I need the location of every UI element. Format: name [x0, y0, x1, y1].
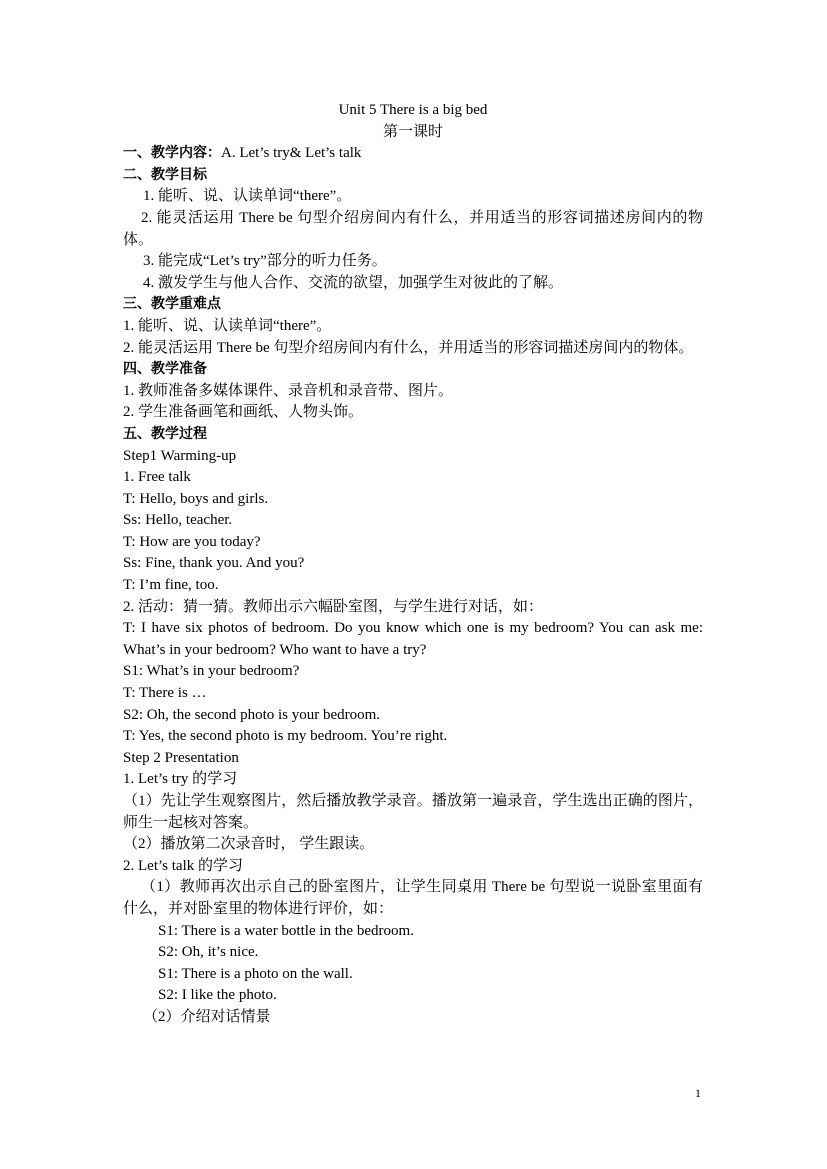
section-heading: 一、教学内容：: [123, 145, 221, 162]
dialog-line: S1: There is a photo on the wall.: [158, 965, 353, 982]
key-point-item: 2. 能灵活运用 There be 句型介绍房间内有什么，并用适当的形容词描述房间内的物体。: [123, 339, 694, 356]
section-heading: 二、教学目标: [123, 166, 207, 183]
goal-item: 1. 能听、说、认读单词“there”。: [143, 188, 352, 205]
dialog-line: T: I’m fine, too.: [123, 577, 219, 594]
document-page: [123, 100, 703, 1029]
dialog-line: T: Yes, the second photo is my bedroom. You’re right.: [123, 728, 448, 745]
section-text: A. Let’s try& Let’s talk: [221, 145, 362, 162]
sub-heading: 1. Free talk: [123, 469, 191, 486]
prep-item: 2. 学生准备画笔和画纸、人物头饰。: [123, 404, 364, 421]
goal-item: 3. 能完成“Let’s try”部分的听力任务。: [143, 253, 387, 270]
section-content: [123, 143, 703, 165]
step-heading: Step1 Warming-up: [123, 447, 237, 464]
section-heading: 五、教学过程: [123, 425, 207, 442]
instruction-text: （2）介绍对话情景: [143, 1008, 271, 1025]
dialog-line: S1: There is a water bottle in the bedroom.: [158, 922, 414, 939]
key-point-item: 1. 能听、说、认读单词“there”。: [123, 317, 332, 334]
section-heading: 三、教学重难点: [123, 296, 221, 313]
dialog-line: S2: Oh, the second photo is your bedroom.: [123, 706, 381, 723]
document-title: Unit 5 There is a big bed: [338, 102, 488, 118]
dialog-line: T: How are you today?: [123, 533, 261, 550]
instruction-text: （1）教师再次出示自己的卧室图片，让学生同桌用 There be 句型说一说卧室里面有什么，并对卧室里的物体进行评价，如：: [123, 879, 703, 917]
step-heading: Step 2 Presentation: [123, 749, 239, 766]
dialog-line: S2: I like the photo.: [158, 987, 277, 1004]
goal-item: 2. 能灵活运用 There be 句型介绍房间内有什么，并用适当的形容词描述房间内的物体。: [123, 209, 703, 248]
dialog-line: S1: What’s in your bedroom?: [123, 663, 300, 680]
sub-heading: 2. Let’s talk 的学习: [123, 857, 243, 874]
dialog-line: Ss: Fine, thank you. And you?: [123, 555, 305, 572]
instruction-text: （2）播放第二次录音时， 学生跟读。: [123, 836, 375, 853]
dialog-line: T: There is …: [123, 685, 207, 702]
page-number: 1: [695, 1086, 701, 1100]
goal-item: 4. 激发学生与他人合作、交流的欲望，加强学生对彼此的了解。: [143, 274, 564, 291]
dialog-line: Ss: Hello, teacher.: [123, 512, 233, 529]
dialog-line: S2: Oh, it’s nice.: [158, 944, 259, 961]
activity-text: 2. 活动：猜一猜。教师出示六幅卧室图，与学生进行对话，如：: [123, 598, 544, 615]
prep-item: 1. 教师准备多媒体课件、录音机和录音带、图片。: [123, 382, 454, 399]
dialog-line: T: Hello, boys and girls.: [123, 490, 269, 507]
sub-heading: 1. Let’s try 的学习: [123, 771, 238, 788]
section-heading: 四、教学准备: [123, 361, 207, 378]
dialog-line: T: I have six photos of bedroom. Do you know which one is my bedroom? You can ask me: What’s in your bedroom? Who want to have a try?: [123, 620, 703, 658]
lesson-subtitle: 第一课时: [382, 123, 443, 140]
instruction-text: （1）先让学生观察图片，然后播放教学录音。播放第一遍录音，学生选出正确的图片，师生一起核对答案。: [123, 793, 703, 831]
